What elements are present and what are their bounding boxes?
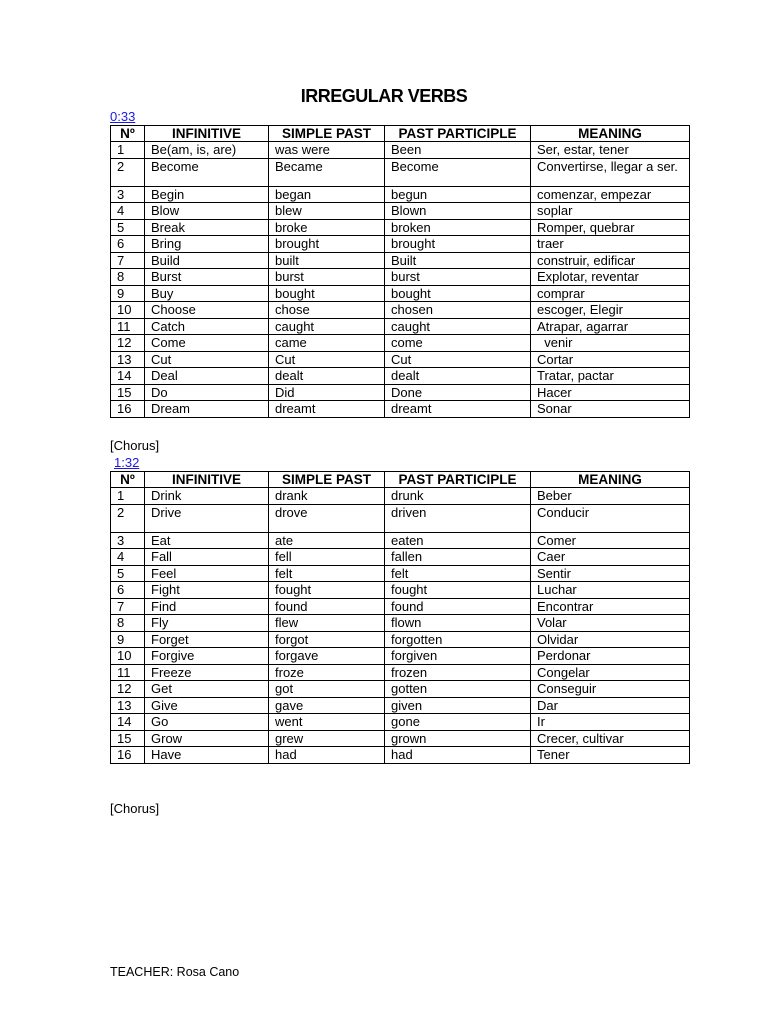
infinitive-cell: Blow xyxy=(145,203,269,220)
simple-past-cell: got xyxy=(269,681,385,698)
meaning-cell: Caer xyxy=(531,549,690,566)
meaning-cell: Conducir xyxy=(531,504,690,532)
meaning-cell: traer xyxy=(531,236,690,253)
meaning-cell: escoger, Elegir xyxy=(531,302,690,319)
meaning-cell: comenzar, empezar xyxy=(531,186,690,203)
number-cell: 10 xyxy=(111,302,145,319)
infinitive-cell: Come xyxy=(145,335,269,352)
number-cell: 11 xyxy=(111,318,145,335)
table-row xyxy=(111,504,690,532)
simple-past-cell: broke xyxy=(269,219,385,236)
simple-past-cell: went xyxy=(269,714,385,731)
infinitive-cell: Forgive xyxy=(145,648,269,665)
past-participle-cell: Cut xyxy=(385,351,531,368)
number-cell: 7 xyxy=(111,598,145,615)
number-cell: 1 xyxy=(111,488,145,505)
simple-past-cell: flew xyxy=(269,615,385,632)
table-row xyxy=(111,730,690,747)
header-number: Nº xyxy=(111,472,145,488)
infinitive-cell: Have xyxy=(145,747,269,764)
infinitive-cell: Feel xyxy=(145,565,269,582)
table-row xyxy=(111,269,690,286)
meaning-cell: Volar xyxy=(531,615,690,632)
simple-past-cell: Cut xyxy=(269,351,385,368)
past-participle-cell: Built xyxy=(385,252,531,269)
number-cell: 5 xyxy=(111,219,145,236)
simple-past-cell: forgot xyxy=(269,631,385,648)
table-row xyxy=(111,747,690,764)
verbs-table-2 xyxy=(110,471,690,764)
number-cell: 8 xyxy=(111,269,145,286)
past-participle-cell: Blown xyxy=(385,203,531,220)
infinitive-cell: Buy xyxy=(145,285,269,302)
simple-past-cell: drank xyxy=(269,488,385,505)
meaning-cell: construir, edificar xyxy=(531,252,690,269)
table-row xyxy=(111,302,690,319)
past-participle-cell: driven xyxy=(385,504,531,532)
number-cell: 2 xyxy=(111,158,145,186)
meaning-cell: Tratar, pactar xyxy=(531,368,690,385)
header-simple-past: SIMPLE PAST xyxy=(269,472,385,488)
table-row xyxy=(111,697,690,714)
infinitive-cell: Deal xyxy=(145,368,269,385)
table-row xyxy=(111,488,690,505)
simple-past-cell: blew xyxy=(269,203,385,220)
infinitive-cell: Freeze xyxy=(145,664,269,681)
table-row xyxy=(111,549,690,566)
meaning-cell: Perdonar xyxy=(531,648,690,665)
past-participle-cell: Done xyxy=(385,384,531,401)
number-cell: 15 xyxy=(111,384,145,401)
table-row xyxy=(111,252,690,269)
past-participle-cell: begun xyxy=(385,186,531,203)
table-row xyxy=(111,219,690,236)
past-participle-cell: dealt xyxy=(385,368,531,385)
header-past-participle: PAST PARTICIPLE xyxy=(385,126,531,142)
timestamp-link-2[interactable]: 1:32 xyxy=(114,455,140,470)
number-cell: 14 xyxy=(111,368,145,385)
infinitive-cell: Grow xyxy=(145,730,269,747)
past-participle-cell: broken xyxy=(385,219,531,236)
infinitive-cell: Fly xyxy=(145,615,269,632)
infinitive-cell: Drink xyxy=(145,488,269,505)
table-row xyxy=(111,318,690,335)
number-cell: 6 xyxy=(111,236,145,253)
meaning-cell: Comer xyxy=(531,532,690,549)
table-row xyxy=(111,714,690,731)
number-cell: 11 xyxy=(111,664,145,681)
teacher-footer: TEACHER: Rosa Cano xyxy=(110,965,240,979)
number-cell: 16 xyxy=(111,401,145,418)
table-row xyxy=(111,582,690,599)
header-simple-past: SIMPLE PAST xyxy=(269,126,385,142)
simple-past-cell: fell xyxy=(269,549,385,566)
simple-past-cell: ate xyxy=(269,532,385,549)
number-cell: 16 xyxy=(111,747,145,764)
infinitive-cell: Choose xyxy=(145,302,269,319)
infinitive-cell: Eat xyxy=(145,532,269,549)
infinitive-cell: Fall xyxy=(145,549,269,566)
table-row xyxy=(111,335,690,352)
infinitive-cell: Catch xyxy=(145,318,269,335)
past-participle-cell: flown xyxy=(385,615,531,632)
meaning-cell: Explotar, reventar xyxy=(531,269,690,286)
past-participle-cell: fallen xyxy=(385,549,531,566)
table-row xyxy=(111,142,690,159)
number-cell: 2 xyxy=(111,504,145,532)
past-participle-cell: come xyxy=(385,335,531,352)
infinitive-cell: Dream xyxy=(145,401,269,418)
number-cell: 6 xyxy=(111,582,145,599)
past-participle-cell: had xyxy=(385,747,531,764)
table-row xyxy=(111,565,690,582)
number-cell: 13 xyxy=(111,697,145,714)
table-row xyxy=(111,236,690,253)
simple-past-cell: drove xyxy=(269,504,385,532)
past-participle-cell: forgotten xyxy=(385,631,531,648)
number-cell: 10 xyxy=(111,648,145,665)
infinitive-cell: Forget xyxy=(145,631,269,648)
table-row xyxy=(111,401,690,418)
simple-past-cell: gave xyxy=(269,697,385,714)
table-row xyxy=(111,285,690,302)
past-participle-cell: given xyxy=(385,697,531,714)
number-cell: 4 xyxy=(111,549,145,566)
header-number: Nº xyxy=(111,126,145,142)
number-cell: 4 xyxy=(111,203,145,220)
verbs-table-1 xyxy=(110,125,690,418)
past-participle-cell: gone xyxy=(385,714,531,731)
past-participle-cell: Become xyxy=(385,158,531,186)
table-row xyxy=(111,615,690,632)
simple-past-cell: grew xyxy=(269,730,385,747)
number-cell: 3 xyxy=(111,532,145,549)
meaning-cell: Sonar xyxy=(531,401,690,418)
past-participle-cell: forgiven xyxy=(385,648,531,665)
infinitive-cell: Be(am, is, are) xyxy=(145,142,269,159)
infinitive-cell: Fight xyxy=(145,582,269,599)
infinitive-cell: Begin xyxy=(145,186,269,203)
infinitive-cell: Burst xyxy=(145,269,269,286)
simple-past-cell: felt xyxy=(269,565,385,582)
number-cell: 9 xyxy=(111,631,145,648)
past-participle-cell: chosen xyxy=(385,302,531,319)
simple-past-cell: bought xyxy=(269,285,385,302)
simple-past-cell: fought xyxy=(269,582,385,599)
table-row xyxy=(111,648,690,665)
past-participle-cell: bought xyxy=(385,285,531,302)
simple-past-cell: found xyxy=(269,598,385,615)
meaning-cell: Cortar xyxy=(531,351,690,368)
infinitive-cell: Give xyxy=(145,697,269,714)
simple-past-cell: chose xyxy=(269,302,385,319)
header-meaning: MEANING xyxy=(531,126,690,142)
table-row xyxy=(111,186,690,203)
number-cell: 9 xyxy=(111,285,145,302)
meaning-cell: Encontrar xyxy=(531,598,690,615)
page-title: IRREGULAR VERBS xyxy=(300,86,468,106)
number-cell: 15 xyxy=(111,730,145,747)
meaning-cell: Atrapar, agarrar xyxy=(531,318,690,335)
simple-past-cell: dreamt xyxy=(269,401,385,418)
simple-past-cell: brought xyxy=(269,236,385,253)
meaning-cell: Convertirse, llegar a ser. xyxy=(531,158,690,186)
past-participle-cell: grown xyxy=(385,730,531,747)
past-participle-cell: dreamt xyxy=(385,401,531,418)
past-participle-cell: brought xyxy=(385,236,531,253)
infinitive-cell: Build xyxy=(145,252,269,269)
table-row xyxy=(111,681,690,698)
past-participle-cell: caught xyxy=(385,318,531,335)
header-infinitive: INFINITIVE xyxy=(145,472,269,488)
table-row xyxy=(111,351,690,368)
number-cell: 12 xyxy=(111,335,145,352)
past-participle-cell: felt xyxy=(385,565,531,582)
header-meaning: MEANING xyxy=(531,472,690,488)
meaning-cell: Romper, quebrar xyxy=(531,219,690,236)
past-participle-cell: Been xyxy=(385,142,531,159)
simple-past-cell: Became xyxy=(269,158,385,186)
simple-past-cell: burst xyxy=(269,269,385,286)
simple-past-cell: came xyxy=(269,335,385,352)
chorus-label-2: [Chorus] xyxy=(110,801,160,816)
number-cell: 5 xyxy=(111,565,145,582)
meaning-cell: Crecer, cultivar xyxy=(531,730,690,747)
meaning-cell: comprar xyxy=(531,285,690,302)
simple-past-cell: dealt xyxy=(269,368,385,385)
past-participle-cell: burst xyxy=(385,269,531,286)
meaning-cell: Sentir xyxy=(531,565,690,582)
chorus-label-1: [Chorus] xyxy=(110,438,160,453)
meaning-cell: Dar xyxy=(531,697,690,714)
simple-past-cell: Did xyxy=(269,384,385,401)
meaning-cell: Luchar xyxy=(531,582,690,599)
table-row xyxy=(111,368,690,385)
table-row xyxy=(111,203,690,220)
past-participle-cell: frozen xyxy=(385,664,531,681)
infinitive-cell: Break xyxy=(145,219,269,236)
meaning-cell: Olvidar xyxy=(531,631,690,648)
simple-past-cell: built xyxy=(269,252,385,269)
infinitive-cell: Find xyxy=(145,598,269,615)
past-participle-cell: gotten xyxy=(385,681,531,698)
past-participle-cell: found xyxy=(385,598,531,615)
meaning-cell: venir xyxy=(531,335,690,352)
meaning-cell: Beber xyxy=(531,488,690,505)
infinitive-cell: Get xyxy=(145,681,269,698)
table-row xyxy=(111,532,690,549)
number-cell: 8 xyxy=(111,615,145,632)
number-cell: 7 xyxy=(111,252,145,269)
table-row xyxy=(111,631,690,648)
table-row xyxy=(111,598,690,615)
infinitive-cell: Become xyxy=(145,158,269,186)
number-cell: 12 xyxy=(111,681,145,698)
table-row xyxy=(111,664,690,681)
infinitive-cell: Go xyxy=(145,714,269,731)
meaning-cell: soplar xyxy=(531,203,690,220)
meaning-cell: Congelar xyxy=(531,664,690,681)
meaning-cell: Ser, estar, tener xyxy=(531,142,690,159)
number-cell: 3 xyxy=(111,186,145,203)
header-infinitive: INFINITIVE xyxy=(145,126,269,142)
simple-past-cell: froze xyxy=(269,664,385,681)
simple-past-cell: began xyxy=(269,186,385,203)
number-cell: 13 xyxy=(111,351,145,368)
table-row xyxy=(111,158,690,186)
meaning-cell: Hacer xyxy=(531,384,690,401)
meaning-cell: Ir xyxy=(531,714,690,731)
simple-past-cell: caught xyxy=(269,318,385,335)
past-participle-cell: drunk xyxy=(385,488,531,505)
infinitive-cell: Bring xyxy=(145,236,269,253)
meaning-cell: Tener xyxy=(531,747,690,764)
meaning-cell: Conseguir xyxy=(531,681,690,698)
number-cell: 14 xyxy=(111,714,145,731)
simple-past-cell: had xyxy=(269,747,385,764)
header-past-participle: PAST PARTICIPLE xyxy=(385,472,531,488)
infinitive-cell: Drive xyxy=(145,504,269,532)
past-participle-cell: fought xyxy=(385,582,531,599)
simple-past-cell: was were xyxy=(269,142,385,159)
table-row xyxy=(111,384,690,401)
number-cell: 1 xyxy=(111,142,145,159)
simple-past-cell: forgave xyxy=(269,648,385,665)
infinitive-cell: Do xyxy=(145,384,269,401)
past-participle-cell: eaten xyxy=(385,532,531,549)
infinitive-cell: Cut xyxy=(145,351,269,368)
timestamp-link-1[interactable]: 0:33 xyxy=(110,109,136,124)
